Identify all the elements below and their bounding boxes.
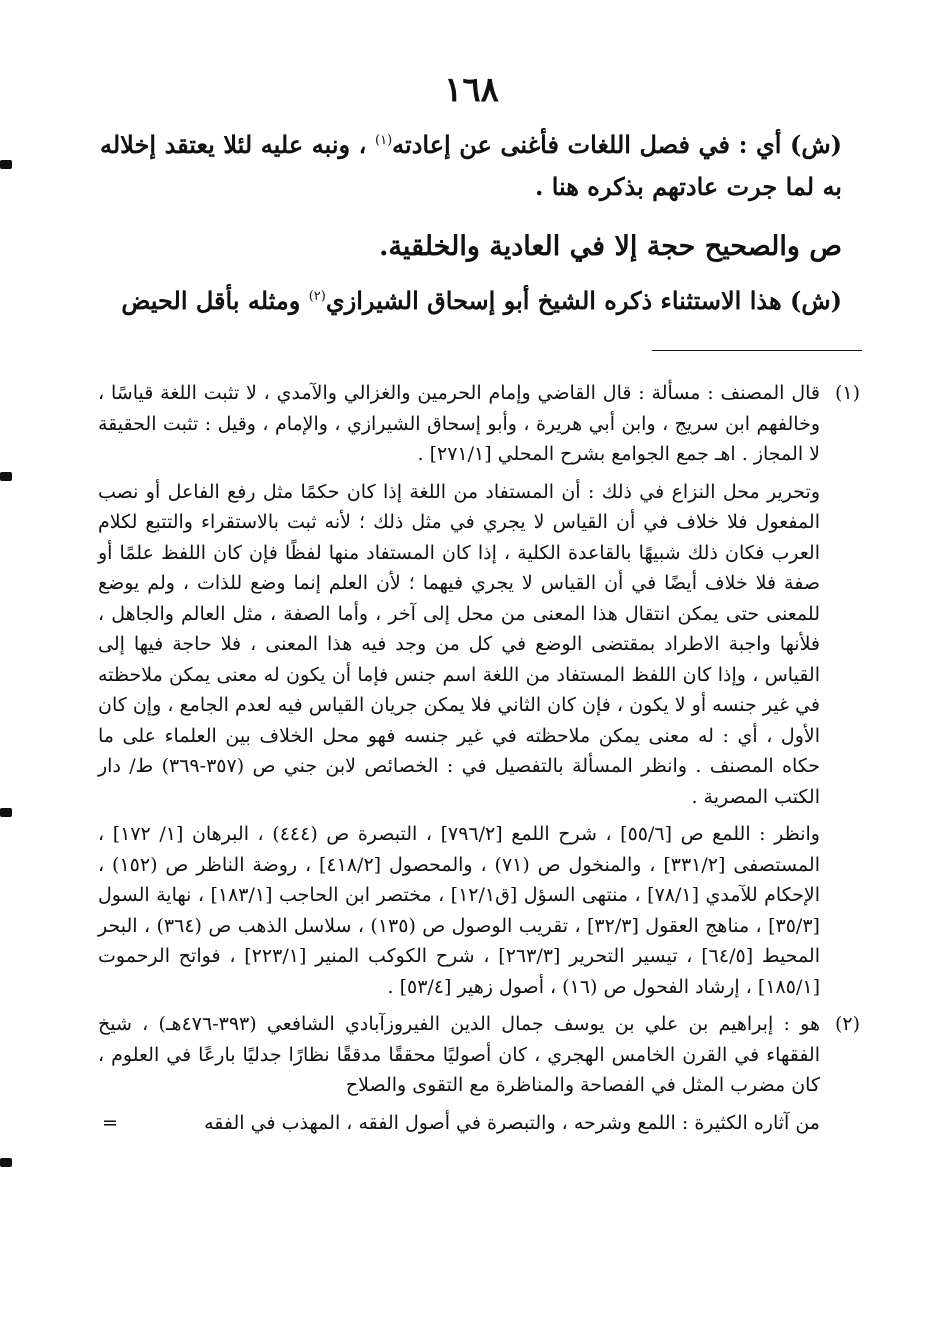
footnote-2-marker: (٢)	[834, 1013, 860, 1035]
footnote-1-para-1: قال المصنف : مسألة : قال القاضي وإمام الحرمين والغزالي والآمدي ، لا تثبت اللغة قياسًا ، وخالفهم ابن سريج ، وابن أبي هريرة ، وأبو إسحاق الشيرازي ، والإمام ، وقيل : تثبت الحقيقة لا المجاز . اهـ جمع الجوامع بشرح المحلي [٢٧١/١] .	[98, 382, 820, 465]
footnote-continuation-mark: =	[102, 1111, 118, 1134]
scan-edge-mark	[0, 472, 12, 481]
matn-heading: ص والصحيح حجة إلا في العادية والخلقية.	[379, 231, 842, 262]
footnote-1-para-3: وانظر : اللمع ص [٥٥/٦] ، شرح اللمع [٧٩٦/٢] ، التبصرة ص (٤٤٤) ، البرهان [١/ ١٧٢] ، المستصفى [٣٣١/٢] ، والمنخول ص (٧١) ، والمحصول [٤١٨/٢] ، روضة الناظر ص (١٥٢) ، الإحكام للآمدي [٧٨/١] ، منتهى السؤل [ق١٢/١] ، مختصر ابن الحاجب [١٨٣/١] ، نهاية السول [٣٥/٣] ، مناهج العقول [٣٢/٣] ، تقريب الوصول ص (١٣٥) ، سلاسل الذهب ص (٣٦٤) ، البحر المحيط [٦٤/٥] ، تيسير التحرير [٢٦٣/٣] ، شرح الكوكب المنير [٢٢٣/١] ، فواتح الرحموت [١٨٥/١] ، إرشاد الفحول ص (١٦) ، أصول زهير [٥٣/٤] .	[98, 823, 820, 998]
scan-edge-mark	[0, 160, 12, 169]
scan-edge-mark	[0, 808, 12, 817]
footnote-2-para-1: هو : إبراهيم بن علي بن يوسف جمال الدين الفيروزآبادي الشافعي (٣٩٣-٤٧٦هـ) ، شيخ الفقهاء في القرن الخامس الهجري ، كان أصوليًا محققًا مدققًا نظارًا جدليًا بارعًا في العلوم ، كان مضرب المثل في الفصاحة والمناظرة مع التقوى والصلاح	[98, 1013, 820, 1096]
footnote-2-para-2-text: من آثاره الكثيرة : اللمع وشرحه ، والتبصرة في أصول الفقه ، المهذب في الفقه	[204, 1111, 820, 1134]
commentary-text: (ش) أي : في فصل اللغات فأغنى عن إعادته	[392, 130, 843, 159]
scholar-name: أبو إسحاق الشيرازي	[325, 286, 530, 315]
page-number: ١٦٨	[444, 70, 499, 110]
footnote-1-marker: (١)	[834, 382, 860, 404]
footnotes	[98, 378, 860, 1145]
footnote-separator	[652, 350, 862, 351]
commentary-text-2-cont: ومثله بأقل الحيض	[121, 286, 309, 315]
commentary-text-cont: ، ونبه عليه لئلا يعتقد إخلاله به لما جرت عادتهم بذكره هنا .	[100, 130, 842, 201]
main-text	[100, 124, 842, 322]
footnote-ref-1[interactable]: (١)	[375, 133, 393, 148]
footnote-2	[98, 1009, 860, 1138]
main-paragraph-2	[100, 280, 842, 322]
scan-edge-mark	[0, 1158, 12, 1167]
main-paragraph-1	[100, 124, 842, 208]
commentary-text-2: (ش) هذا الاستثناء ذكره الشيخ	[529, 286, 842, 315]
footnote-1-para-2: وتحرير محل النزاع في ذلك : أن المستفاد من اللغة إذا كان حكمًا مثل رفع الفاعل أو نصب المفعول فلا خلاف في أن القياس لا يجري في مثل ذلك ؛ لأنه ثبت بالاستقراء والتتبع لكلام العرب فكان ذلك شبيهًا بالقاعدة الكلية ، إذا كان المستفاد منها لفظًا فإن كان اللفظ علمًا أو صفة فلا خلاف أيضًا في أن القياس لا يجري فيهما ؛ لأن العلم إنما وضع للذات ، ولم يوضع للمعنى حتى يمكن انتقال هذا المعنى من محل إلى آخر ، وأما الصفة ، مثل العالم والجاهل ، فلأنها واجبة الاطراد بمقتضى الوضع في كل من وجد فيه هذا المعنى ، فلا حاجة فيها إلى القياس ، وإذا كان اللفظ المستفاد من اللغة اسم جنس فإما أن يكون له معنى يمكن ملاحظته في غير جنسه أو لا يكون ، فإن كان الثاني فلا يمكن جريان القياس فيه لعدم الجامع ، وإن كان الأول ، أي : له معنى يمكن ملاحظته في غير جنسه فهو محل الخلاف بين العلماء على ما حكاه المصنف . وانظر المسألة بالتفصيل في : الخصائص لابن جني ص (٣٥٧-٣٦٩) ط/ دار الكتب المصرية .	[98, 480, 820, 808]
footnote-2-para-2	[98, 1108, 820, 1139]
footnote-ref-2[interactable]: (٢)	[308, 289, 326, 304]
footnote-1	[98, 378, 860, 1002]
